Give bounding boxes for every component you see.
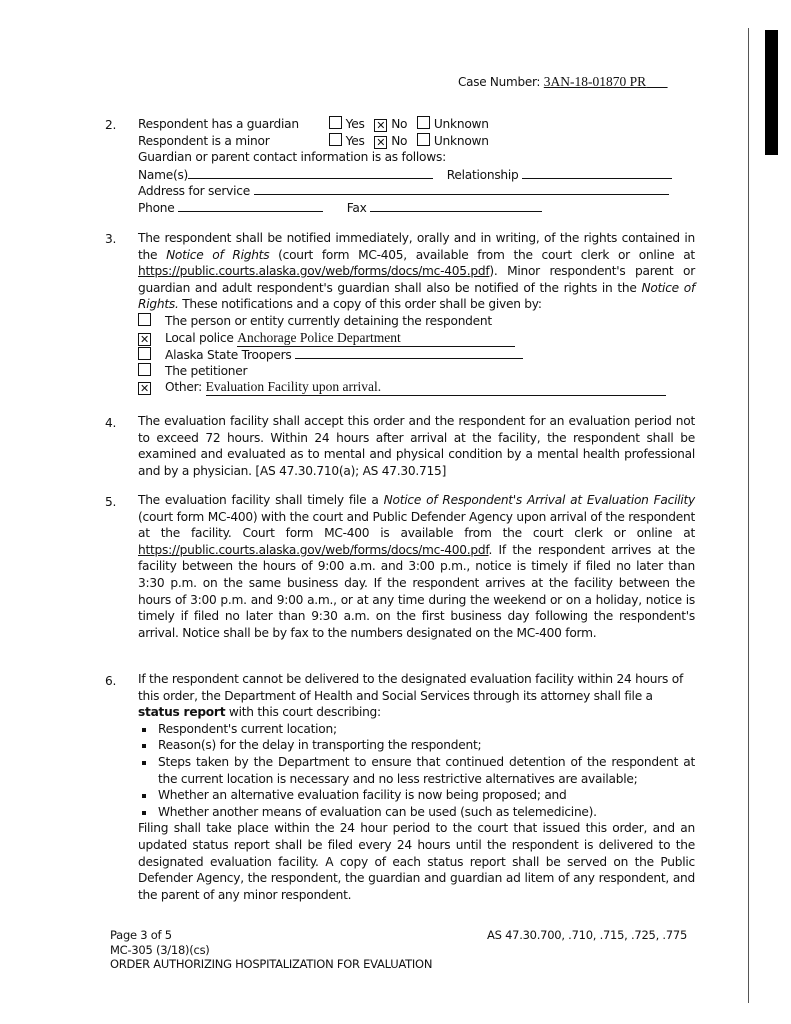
status-report-term: status report	[138, 705, 226, 720]
names-label: Name(s)	[138, 167, 189, 182]
list-item: Steps taken by the Department to ensure that continued detention of the respondent at the current location is necessary and no less restrictive alternatives are available;	[138, 754, 695, 787]
item-4-paragraph: The evaluation facility shall accept this order and the respondent for an evaluation period not to exceed 72 hours. Within 24 hours after arrival at the facility, the respondent shall be examined and evaluated as to mental and physical condition by a mental health professional and by a physician. [AS 47.30.710(a); AS 47.30.715]	[138, 414, 695, 478]
item-6-closing: Filing shall take place within the 24 hour period to the court that issued this order, and an updated status report shall be filed every 24 hours until the respondent is delivered to the designated evaluation facility. A copy of each status report shall be served on the Public Defender Agency, the respondent, the guardian and guardian ad litem of any respondent, and the parent of any minor respondent.	[138, 821, 695, 902]
minor-yes-checkbox[interactable]	[329, 133, 342, 146]
guardian-no-checkbox[interactable]: ✕	[374, 119, 387, 132]
guardian-unknown-checkbox[interactable]	[417, 116, 430, 129]
option-label: No	[391, 133, 408, 148]
petitioner-checkbox[interactable]	[138, 363, 151, 376]
phone-field[interactable]	[178, 199, 323, 212]
case-number	[458, 74, 668, 90]
minor-no-checkbox[interactable]: ✕	[374, 136, 387, 149]
page-number: Page 3 of 5	[110, 928, 172, 942]
text: The evaluation facility shall timely file a	[138, 493, 384, 507]
item-2-number: 2.	[105, 118, 117, 132]
form-title: ORDER AUTHORIZING HOSPITALIZATION FOR EVALUATION	[110, 957, 433, 971]
local-police-field[interactable]: Anchorage Police Department	[237, 332, 515, 347]
state-troopers-checkbox[interactable]	[138, 347, 151, 360]
option-label: Yes	[345, 133, 365, 148]
minor-label: Respondent is a minor	[138, 133, 270, 148]
local-police-checkbox[interactable]: ✕	[138, 333, 151, 346]
state-troopers-field[interactable]	[295, 346, 523, 359]
scan-edge-line	[748, 28, 749, 1003]
footer-left	[110, 928, 432, 972]
notification-options	[138, 313, 695, 396]
text: If the respondent cannot be delivered to the designated evaluation facility within 24 hours of this order, the Department of Health and Social Services through its attorney shall file a	[138, 672, 683, 703]
text: These notifications and a copy of this order shall be given by:	[178, 297, 542, 312]
relationship-label: Relationship	[446, 167, 519, 182]
scan-marker-bar	[765, 30, 778, 155]
status-report-requirements	[138, 721, 695, 821]
notice-of-arrival-title: Notice of Respondent's Arrival at Evaluation Facility	[383, 493, 695, 507]
item-2	[138, 116, 695, 216]
other-checkbox[interactable]: ✕	[138, 382, 151, 395]
text: The respondent shall be notified immediately, orally and in writing, of the rights contained in the	[138, 231, 695, 262]
item-4-number: 4.	[105, 416, 117, 430]
text: with this court describing:	[225, 705, 381, 720]
mc-405-link[interactable]: https://public.courts.alaska.gov/web/forms/docs/mc-405.pdf	[138, 264, 490, 279]
option-label: Other:	[165, 380, 202, 395]
text: ). Minor respondent's parent or guardian and adult respondent's guardian shall also be notified of the rights in the	[138, 264, 695, 295]
detaining-entity-checkbox[interactable]	[138, 313, 151, 326]
other-field[interactable]: Evaluation Facility upon arrival.	[206, 381, 666, 396]
option-label: The person or entity currently detaining the respondent	[165, 313, 492, 328]
option-label: The petitioner	[165, 363, 248, 378]
minor-unknown-checkbox[interactable]	[417, 133, 430, 146]
notice-of-rights-title: Notice of Rights.	[138, 280, 695, 312]
notice-of-rights-title: Notice of Rights	[166, 247, 270, 262]
item-5-paragraph	[138, 492, 695, 641]
option-label: Unknown	[433, 133, 489, 148]
item-6-number: 6.	[105, 674, 117, 688]
item-3	[138, 230, 695, 396]
case-number-label: Case Number:	[458, 75, 541, 89]
relationship-field[interactable]	[522, 166, 672, 179]
fax-field[interactable]	[370, 199, 542, 212]
item-5-number: 5.	[105, 495, 117, 509]
option-label: Unknown	[433, 117, 489, 131]
list-item: Whether an alternative evaluation facility is now being proposed; and	[138, 787, 695, 804]
list-item: Reason(s) for the delay in transporting the respondent;	[138, 737, 695, 754]
text: . If the respondent arrives at the facility between the hours of 9:00 a.m. and 3:00 p.m., notice is timely if filed no later than 3:30 p.m. on the same business day. If the respondent arrives at the facility between the hours of 3:00 p.m. and 9:00 a.m., or at any time during the weekend or on a holiday, notice is timely if filed no later than 9:30 a.m. on the first business day following the respondent's arrival. Notice shall be by fax to the numbers designated on the MC-400 form.	[138, 542, 695, 640]
text: (court form MC-400) with the court and Public Defender Agency upon arrival of the respondent at the facility. Court form MC-400 is available from the court clerk or online at	[138, 509, 695, 541]
statute-references: AS 47.30.700, .710, .715, .725, .775	[487, 928, 688, 942]
fax-label: Fax	[346, 200, 367, 215]
guardian-yes-checkbox[interactable]	[329, 116, 342, 129]
case-number-value: 3AN-18-01870 PR	[543, 74, 647, 89]
mc-400-link[interactable]: https://public.courts.alaska.gov/web/forms/docs/mc-400.pdf	[138, 542, 489, 557]
item-6	[138, 671, 695, 903]
text: (court form MC-405, available from the court clerk or online at	[269, 247, 695, 262]
option-label: No	[391, 117, 408, 131]
contact-intro: Guardian or parent contact information is as follows:	[138, 150, 446, 165]
item-3-paragraph	[138, 230, 695, 313]
names-field[interactable]	[188, 166, 433, 179]
address-field[interactable]	[254, 182, 669, 195]
form-number: MC-305 (3/18)(cs)	[110, 942, 210, 957]
list-item: Respondent's current location;	[138, 721, 695, 738]
guardian-label: Respondent has a guardian	[138, 117, 299, 131]
option-label: Local police	[165, 330, 234, 345]
option-label: Alaska State Troopers	[165, 348, 292, 363]
address-label: Address for service	[138, 184, 250, 199]
phone-label: Phone	[138, 200, 175, 215]
list-item: Whether another means of evaluation can be used (such as telemedicine).	[138, 804, 695, 821]
item-3-number: 3.	[105, 232, 117, 246]
option-label: Yes	[345, 117, 365, 131]
